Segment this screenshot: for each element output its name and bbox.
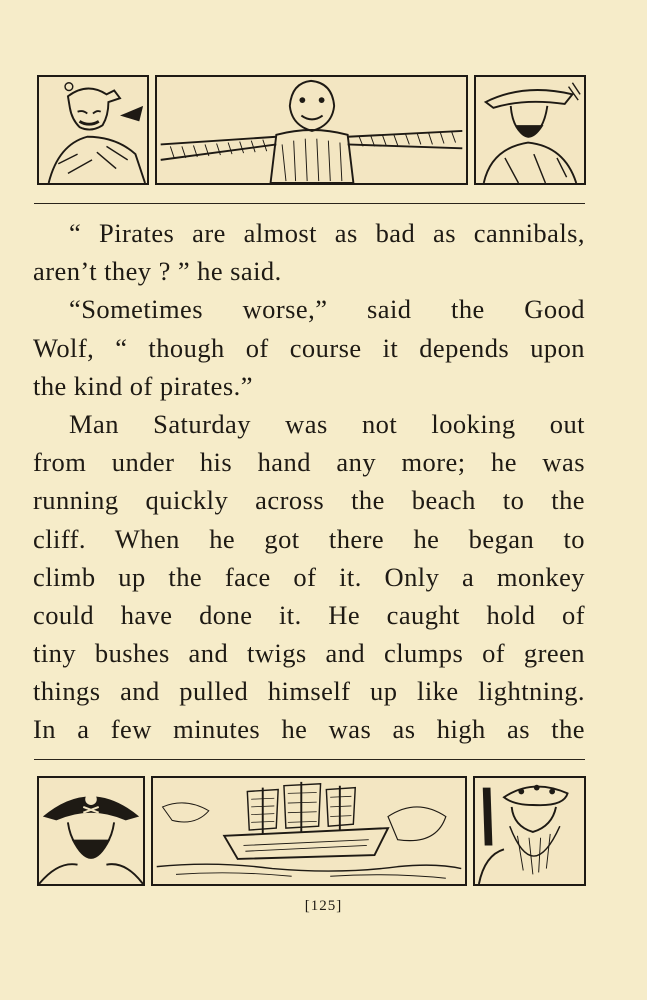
text-line: things and pulled himself up like lightning.: [33, 676, 585, 707]
pirate-with-bandana-icon: [37, 75, 149, 185]
sailing-ship-icon: [151, 776, 467, 886]
body-text: [33, 214, 585, 749]
bottom-divider-rule: [34, 759, 585, 760]
text-line: In a few minutes he was as high as the: [33, 714, 585, 745]
text-line: from under his hand any more; he was: [33, 447, 585, 478]
text-line: “ Pirates are almost as bad as cannibals,: [69, 218, 585, 248]
top-divider-rule: [34, 203, 585, 204]
text-line: climb up the face of it. Only a monkey: [33, 561, 585, 592]
top-illustration-strip: [37, 75, 586, 187]
wild-man-arms-outstretched-icon: [155, 75, 468, 185]
bottom-illustration-strip: [37, 776, 586, 888]
text-line: cliff. When he got there he began to: [33, 523, 585, 554]
text-line: the kind of pirates.”: [33, 370, 253, 401]
pirate-with-hat-icon: [474, 75, 586, 185]
text-line: tiny bushes and twigs and clumps of green: [33, 638, 585, 669]
text-line: Wolf, “ though of course it depends upon: [33, 332, 585, 363]
pirate-captain-skull-hat-icon: [37, 776, 145, 886]
text-line: Man Saturday was not looking out: [69, 408, 585, 439]
text-line: running quickly across the beach to the: [33, 485, 585, 516]
bearded-pirate-with-pistol-icon: [473, 776, 586, 886]
page-number: [125]: [304, 898, 343, 914]
text-line: could have done it. He caught hold of: [33, 599, 585, 630]
text-line: “Sometimes worse,” said the Good: [69, 294, 585, 325]
text-line: aren’t they ? ” he said.: [33, 256, 282, 287]
